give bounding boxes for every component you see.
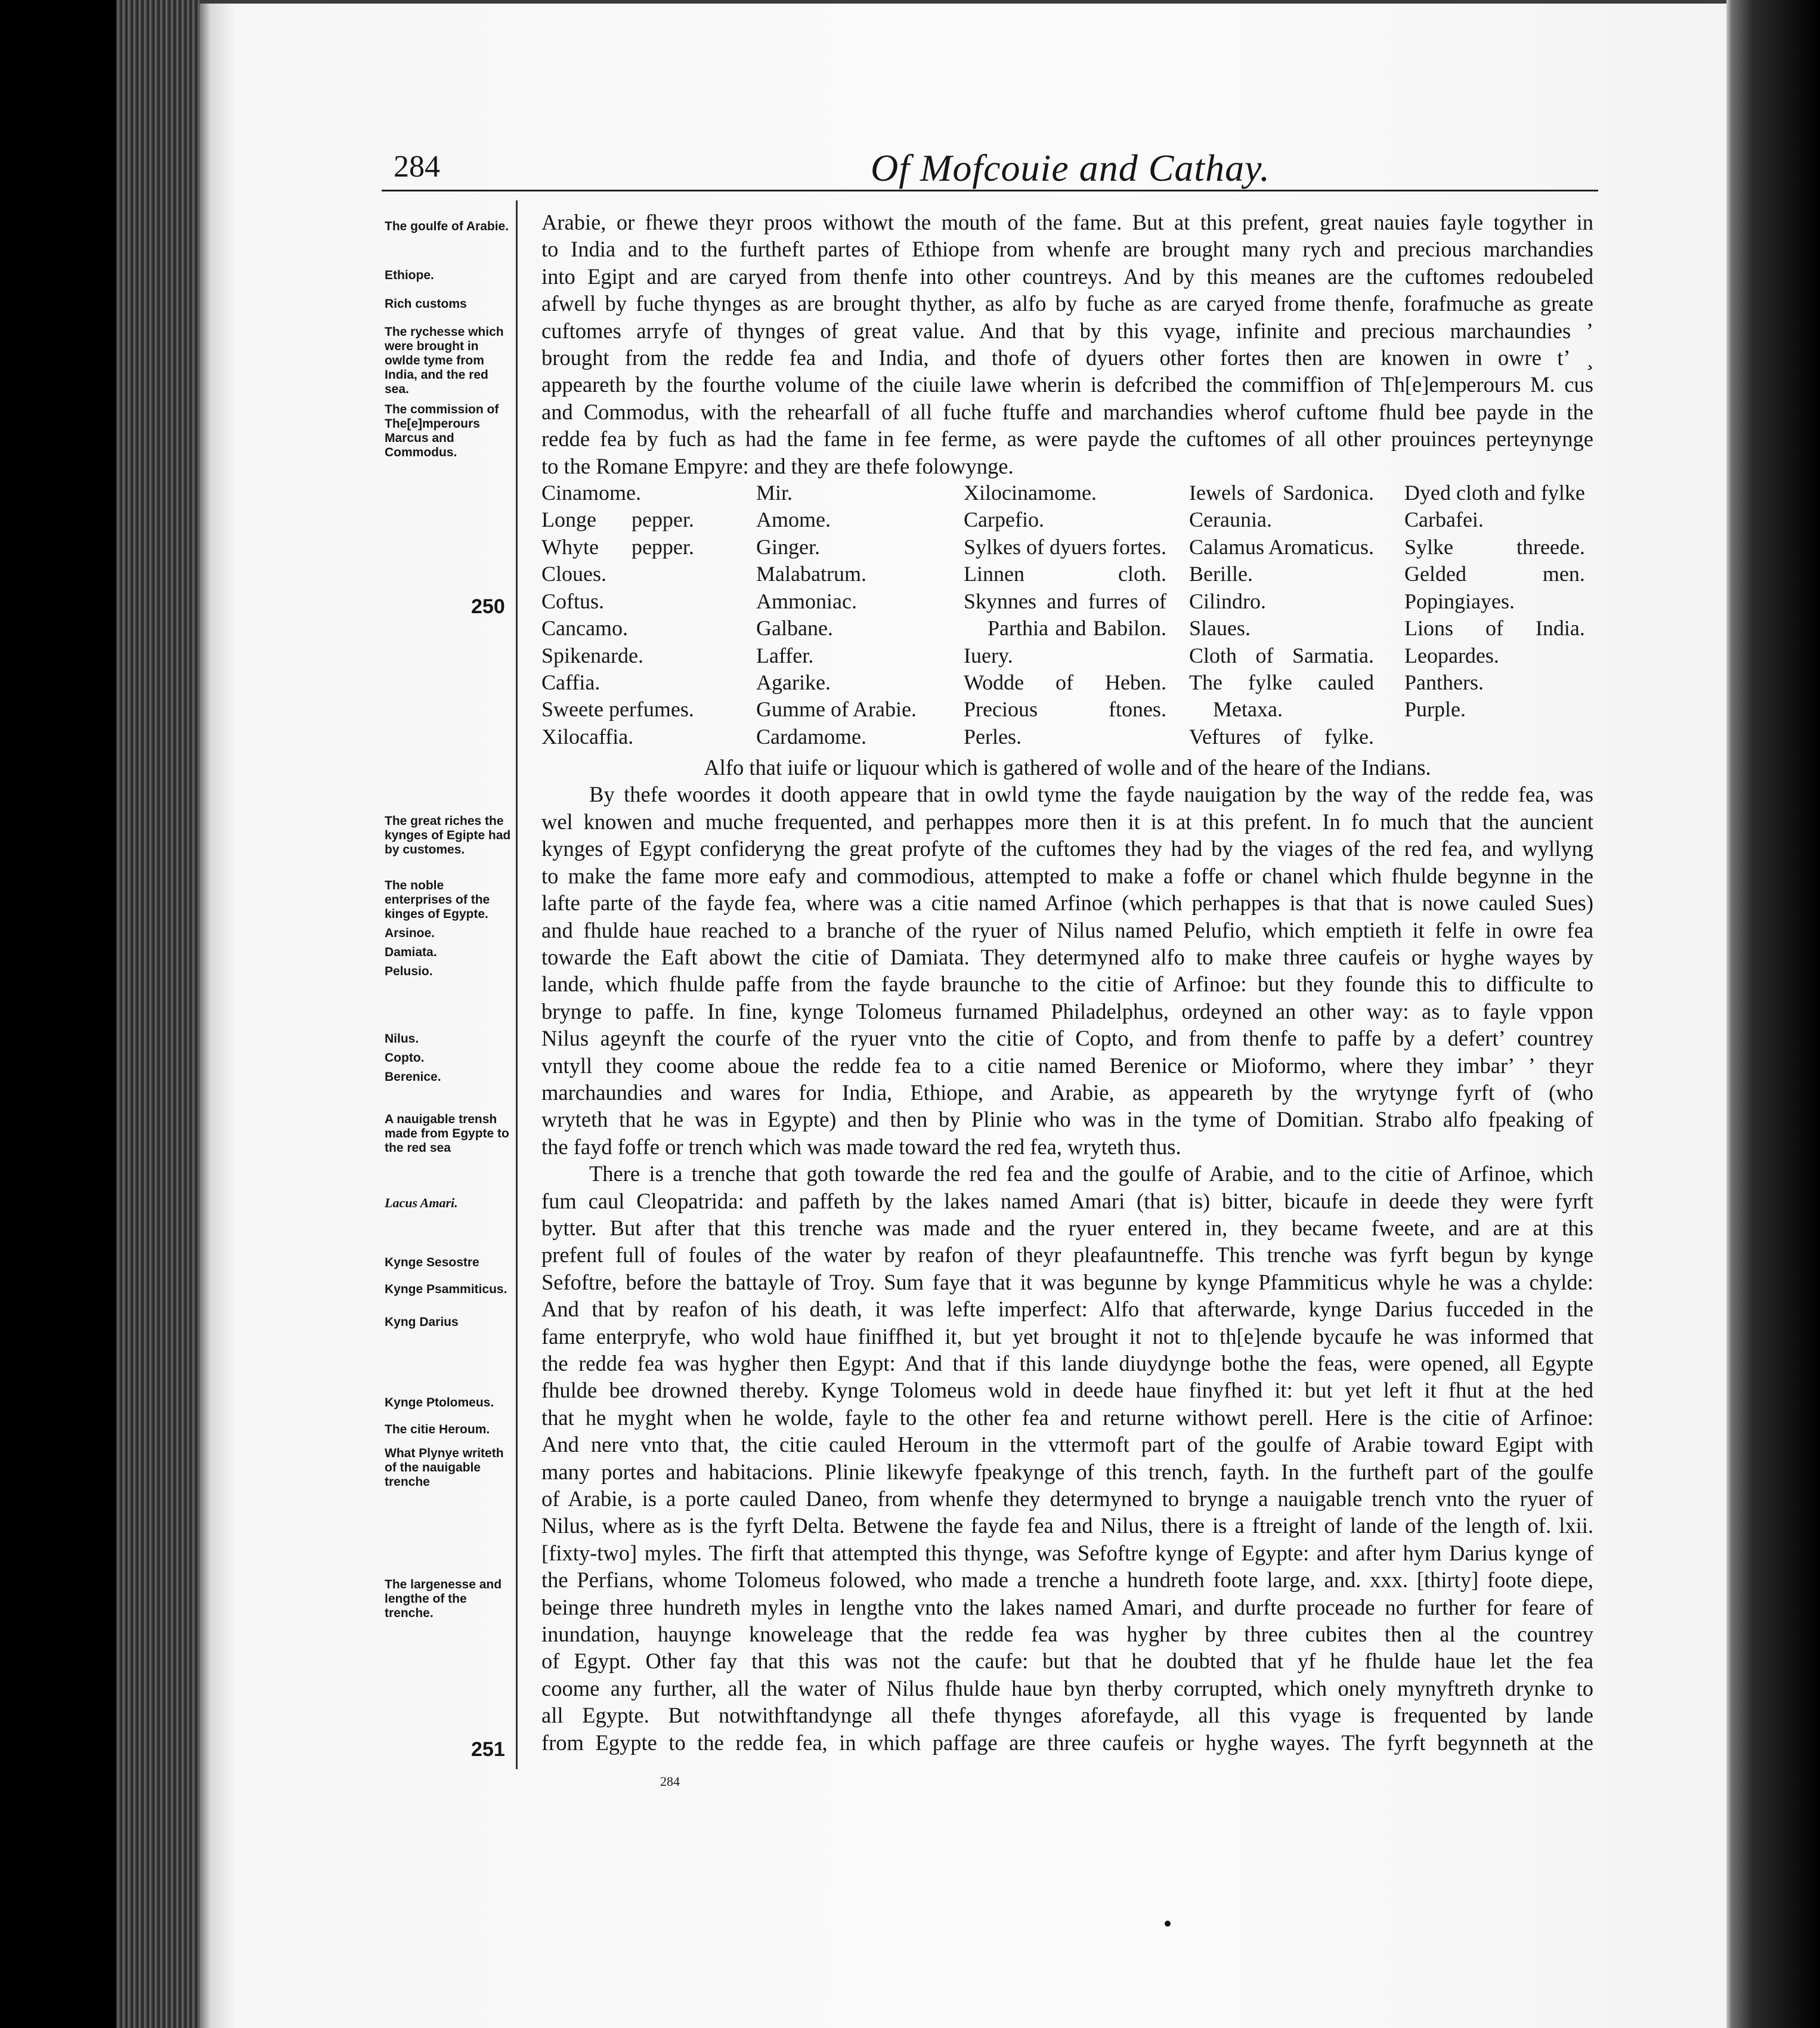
right-page-edge — [1717, 0, 1820, 2028]
goods-item: Xilocaffia. — [541, 724, 634, 749]
text-line: all Egypte. But notwithftandynge all thefe thynges aforefayde, all this vyage is frequented by lande — [541, 1703, 1593, 1728]
text-line: fum caul Cleopatrida: and paffeth by the lakes named Amari (that is) bitter, bicaufe in deede they were fyrft — [541, 1188, 1593, 1213]
goods-item: Dyed cloth and fylke — [1404, 481, 1585, 505]
text-line: the fayd foffe or trench which was made toward the red fea, wryteth thus. — [541, 1134, 1181, 1159]
goods-item: Xilocinamome. — [964, 481, 1097, 505]
margin-note: The commission of The[e]mperours Marcus and Commodus. — [385, 403, 499, 459]
goods-item: Longe pepper. — [541, 508, 694, 532]
goods-item: Iewels of Sardonica. — [1189, 481, 1374, 505]
margin-rule — [516, 200, 518, 1769]
text-line: marchaundies and wares for India, Ethiope, and Arabie, as appeareth by the wrytynge fyrft of (who — [541, 1080, 1593, 1105]
text-line: And that by reafon of his death, it was lefte imperfect: Alfo that afterwarde, kynge Darius fucceded in the — [541, 1297, 1593, 1322]
text-line: lafte parte of the fayde fea, where was a citie named Arfinoe (which perhappes is that that is nowe cauled Sues) — [541, 891, 1593, 916]
text-line: to India and to the furtheft partes of Ethiope from whenfe are brought many rych and precious marchandies — [541, 237, 1593, 262]
text-line: cuftomes arryfe of thynges of great value. And that by this vyage, infinite and precious marchaundies ʼ — [541, 318, 1593, 343]
goods-item: Skynnes and furres of — [964, 589, 1166, 613]
margin-note: Pelusio. — [385, 964, 433, 978]
text-line: appeareth by the fourthe volume of the ciuile lawe wherin is defcribed the commiffion of Th[e]emperours M. cus — [541, 372, 1593, 397]
goods-item: Sylke threede. — [1404, 534, 1585, 559]
goods-item: Coftus. — [541, 589, 605, 613]
goods-item: Popingiayes. — [1404, 589, 1515, 613]
running-title: Of Mofcouie and Cathay. — [871, 147, 1271, 189]
margin-note: Rich customs — [385, 297, 467, 311]
text-line: fhulde bee drowned thereby. Kynge Tolomeus wold in deede haue finyfhed it: but yet left it fhut at the hed — [541, 1378, 1593, 1403]
text-line: the redde fea was hygher then Egypt: And that if this lande diuydynge bothe the feas, were opened, all Egypte — [541, 1351, 1593, 1375]
text-line: to the Romane Empyre: and they are thefe folowynge. — [541, 453, 1014, 478]
header-rule — [382, 190, 1598, 191]
goods-item: Slaues. — [1189, 616, 1251, 641]
reference-number: 250 — [471, 595, 505, 618]
goods-item: Sylkes of dyuers fortes. — [964, 534, 1166, 559]
text-line: the Perfians, whome Tolomeus folowed, who made a trenche a hundreth foote large, and. xxx. [thirty] foote diepe, — [541, 1568, 1593, 1593]
text-line: towarde the Eaft abowt the citie of Damiata. They determyned alfo to make three caufeis or hyghe wayes by — [541, 944, 1593, 969]
margin-note: Copto. — [385, 1051, 425, 1065]
goods-item: Cinamome. — [541, 481, 641, 505]
goods-item: Whyte pepper. — [541, 534, 694, 559]
margin-note: Kynge Ptolomeus. — [385, 1396, 494, 1409]
goods-item: Iuery. — [964, 643, 1013, 667]
text-line: many portes and habitacions. Plinie likewyfe fpeakynge of this trench, fayth. In the furtheft part of the goulfe — [541, 1459, 1593, 1484]
goods-item: Panthers. — [1404, 670, 1484, 694]
goods-item: Lions of India. — [1404, 616, 1585, 641]
goods-item: Gumme of Arabie. — [756, 697, 917, 722]
goods-item: Cancamo. — [541, 616, 628, 641]
goods-item: Wodde of Heben. — [964, 670, 1166, 694]
text-line: of Egypt. Other fay that this was not the caufe: but that he doubted that yf he fhulde haue let the fea — [541, 1649, 1593, 1674]
text-line: redde fea by fuch as had the fame in fee ferme, as were payde the cuftomes of all other prouinces perteynynge — [541, 426, 1593, 452]
goods-column — [964, 480, 1166, 750]
margin-note: Nilus. — [385, 1032, 419, 1046]
margin-note: The largenesse and lengthe of the trenche. — [385, 1578, 502, 1620]
text-line: Nilus ageynft the courfe of the ryuer vnto the citie of Copto, and from thenfe to paffe by a defertʼ countrey — [541, 1026, 1593, 1051]
goods-item: Linnen cloth. — [964, 562, 1166, 586]
margin-note: Ethiope. — [385, 268, 434, 282]
reference-number: 251 — [471, 1738, 505, 1761]
goods-item: Leopardes. — [1404, 643, 1499, 667]
page-number: 284 — [394, 150, 440, 184]
margin-note: The citie Heroum. — [385, 1423, 490, 1436]
margin-note: Lacus Amari. — [385, 1195, 458, 1210]
margin-note: The goulfe of Arabie. — [385, 220, 509, 233]
goods-item: Cloth of Sarmatia. — [1189, 643, 1374, 667]
paragraph — [541, 1160, 1593, 1756]
margin-note: Kynge Psammiticus. — [385, 1282, 507, 1296]
goods-column — [1404, 480, 1585, 724]
text-line: bytter. But after that this trenche was made and the ryuer entered in, they became fweete, and are at this — [541, 1215, 1593, 1240]
ink-dot — [1165, 1921, 1171, 1927]
goods-column — [756, 480, 917, 750]
goods-item: Spikenarde. — [541, 643, 643, 667]
goods-item: Cardamome. — [756, 724, 866, 749]
goods-column — [1189, 480, 1374, 750]
text-line: inundation, hauynge knoweleage that the redde fea was hygher by three cubites then al the countrey — [541, 1622, 1593, 1647]
margin-note: The noble enterprises of the kinges of Egypte. — [385, 879, 490, 921]
text-line: and fhulde haue reached to a branche of the ryuer of Nilus named Pelufio, which emptieth it felfe in owre fea — [541, 917, 1593, 942]
goods-item: Cilindro. — [1189, 589, 1267, 613]
text-line: brought from the redde fea and India, and thofe of dyuers other fortes then are knowen in owre tʼ ¸ — [541, 345, 1593, 370]
goods-item: Malabatrum. — [756, 562, 866, 586]
paragraph — [541, 209, 1593, 480]
text-line: [fixty-two] myles. The firft that attempted this thynge, was Sefoftre kynge of Egypte: and after hym Darius kynge of — [541, 1540, 1593, 1565]
text-line: beinge three hundreth myles in lengthe vnto the lakes named Amari, and durfte proceade no further for feare of — [541, 1594, 1593, 1619]
text-line: brynge to paffe. In fine, kynge Tolomeus furnamed Philadelphus, ordeyned an other way: as to fayle vppon — [541, 998, 1593, 1024]
goods-item: Calamus Aromaticus. — [1189, 534, 1374, 559]
goods-item: Veftures of fylke. — [1189, 724, 1374, 749]
margin-note: Berenice. — [385, 1070, 441, 1084]
text-line: from Egypte to the redde fea, in which paffage are three caufeis or hyghe wayes. The fyrft begynneth at the — [541, 1730, 1593, 1755]
margin-note: Kynge Sesostre — [385, 1256, 479, 1269]
goods-item: Carpefio. — [964, 508, 1044, 532]
text-line: Arabie, or fhewe theyr proos withowt the mouth of the fame. But at this prefent, great nauies fayle togyther in — [541, 210, 1593, 234]
goods-item: Agarike. — [756, 670, 831, 694]
margin-notes — [385, 203, 513, 1777]
text-line: and Commodus, with the rehearfall of all fuche ftuffe and marchandies wherof cuftome fhuld bee payde in the — [541, 399, 1593, 424]
text-line: By thefe woordes it dooth appeare that in owld tyme the fayde nauigation by the way of the redde fea, was — [589, 782, 1593, 807]
goods-list — [541, 480, 1593, 754]
goods-footer: Alfo that iuife or liquour which is gathered of wolle and of the heare of the Indians. — [704, 755, 1431, 780]
paragraph — [541, 781, 1593, 1160]
footer-page-number: 284 — [660, 1774, 680, 1789]
goods-item: Gelded men. — [1404, 562, 1585, 586]
goods-item: Caffia. — [541, 670, 601, 694]
text-line: wel knowen and muche frequented, and perhappes more then it is at this prefent. In fo much that the auncient — [541, 809, 1593, 834]
text-line: Sefoftre, before the battayle of Troy. Sum faye that it was begunne by kynge Pfammiticus whyle he was a chylde: — [541, 1269, 1593, 1294]
goods-item: Berille. — [1189, 562, 1253, 586]
text-line: afwell by fuche thynges as are brought thyther, as alfo by fuche as are caryed frome thenfe, forafmuche as greate — [541, 291, 1593, 316]
text-line: Nilus, where as is the fyrft Delta. Betwene the fayde fea and Nilus, there is a ftreight of lande of the length of. lxii. — [541, 1513, 1593, 1538]
text-line: into Egipt and are caryed from thenfe into other countreys. And by this meanes are the cuftomes redoubeled — [541, 264, 1593, 289]
text-line: lande, which fhulde paffe from the fayde braunche to the citie of Arfinoe: but they founde this to difficulte to — [541, 972, 1593, 997]
goods-item: Parthia and Babilon. — [988, 616, 1166, 641]
text-line: fame enterpryfe, who wold haue finiffhed it, but yet brought it not to th[e]ende bycaufe he was informed that — [541, 1324, 1593, 1349]
goods-item: Ginger. — [756, 534, 820, 559]
text-line: prefent full of foules of the water by reafon of theyr pleafauntneffe. This trenche was fyrft begun by kynge — [541, 1242, 1593, 1268]
goods-item: Ceraunia. — [1189, 508, 1272, 532]
text-line: that he myght when he wolde, fayle to the other fea and returne withowt perell. Here is the citie of Arfinoe: — [541, 1405, 1593, 1430]
goods-item: Amome. — [756, 508, 831, 532]
text-line: wryteth that he was in Egypte) and then by Plinie who was in the tyme of Domitian. Strabo alfo fpeaking of — [541, 1107, 1593, 1132]
goods-item: Sweete perfumes. — [541, 697, 694, 722]
margin-note: The rychesse which were brought in owlde tyme from India, and the red sea. — [385, 325, 504, 396]
margin-note: Damiata. — [385, 945, 437, 959]
text-line: And nere vnto that, the citie cauled Heroum in the vttermoft part of the goulfe of Arabie toward Egipt with — [541, 1432, 1593, 1457]
text-line: coome any further, all the water of Nilus fhulde haue byn therby corrupted, which onely mynyftreth drynke to — [541, 1675, 1593, 1701]
goods-item: Precious ftones. — [964, 697, 1166, 722]
text-line: vntyll they coome aboue the redde fea to a citie named Berenice or Mioformo, where they imbarʼ ʼ theyr — [541, 1053, 1593, 1078]
margin-note: What Plynye writeth of the nauigable trenche — [385, 1446, 504, 1489]
goods-item: Ammoniac. — [756, 589, 857, 613]
margin-note: Kyng Darius — [385, 1315, 459, 1329]
text-line: kynges of Egypt confideryng the great profyte of the cuftomes they had by the viages of the red fea, and wyllyng — [541, 836, 1593, 861]
goods-item: Perles. — [964, 724, 1022, 749]
goods-item: Mir. — [756, 481, 793, 505]
goods-item: Galbane. — [756, 616, 833, 641]
main-text — [541, 209, 1593, 1756]
margin-note: The great riches the kynges of Egipte had by customes. — [385, 814, 511, 857]
goods-column — [541, 480, 694, 750]
margin-note: A nauigable trensh made from Egypte to the red sea — [385, 1112, 509, 1155]
text-line: There is a trenche that goth towarde the red fea and the goulfe of Arabie, and to the citie of Arfinoe, which — [589, 1161, 1593, 1186]
goods-item: Cloues. — [541, 562, 607, 586]
text-line: of Arabie, is a porte cauled Daneo, from whenfe they determyned to brynge a nauigable trench vnto the ryuer of — [541, 1486, 1593, 1511]
goods-item: The fylke cauled — [1189, 670, 1374, 694]
goods-item: Carbafei. — [1404, 508, 1484, 532]
goods-item: Metaxa. — [1213, 697, 1283, 722]
margin-note: Arsinoe. — [385, 926, 435, 940]
goods-item: Purple. — [1404, 697, 1466, 722]
text-line: to make the fame more eafy and commodious, attempted to make a foffe or chanel which fhulde begynne in the — [541, 863, 1593, 888]
goods-item: Laffer. — [756, 643, 814, 667]
